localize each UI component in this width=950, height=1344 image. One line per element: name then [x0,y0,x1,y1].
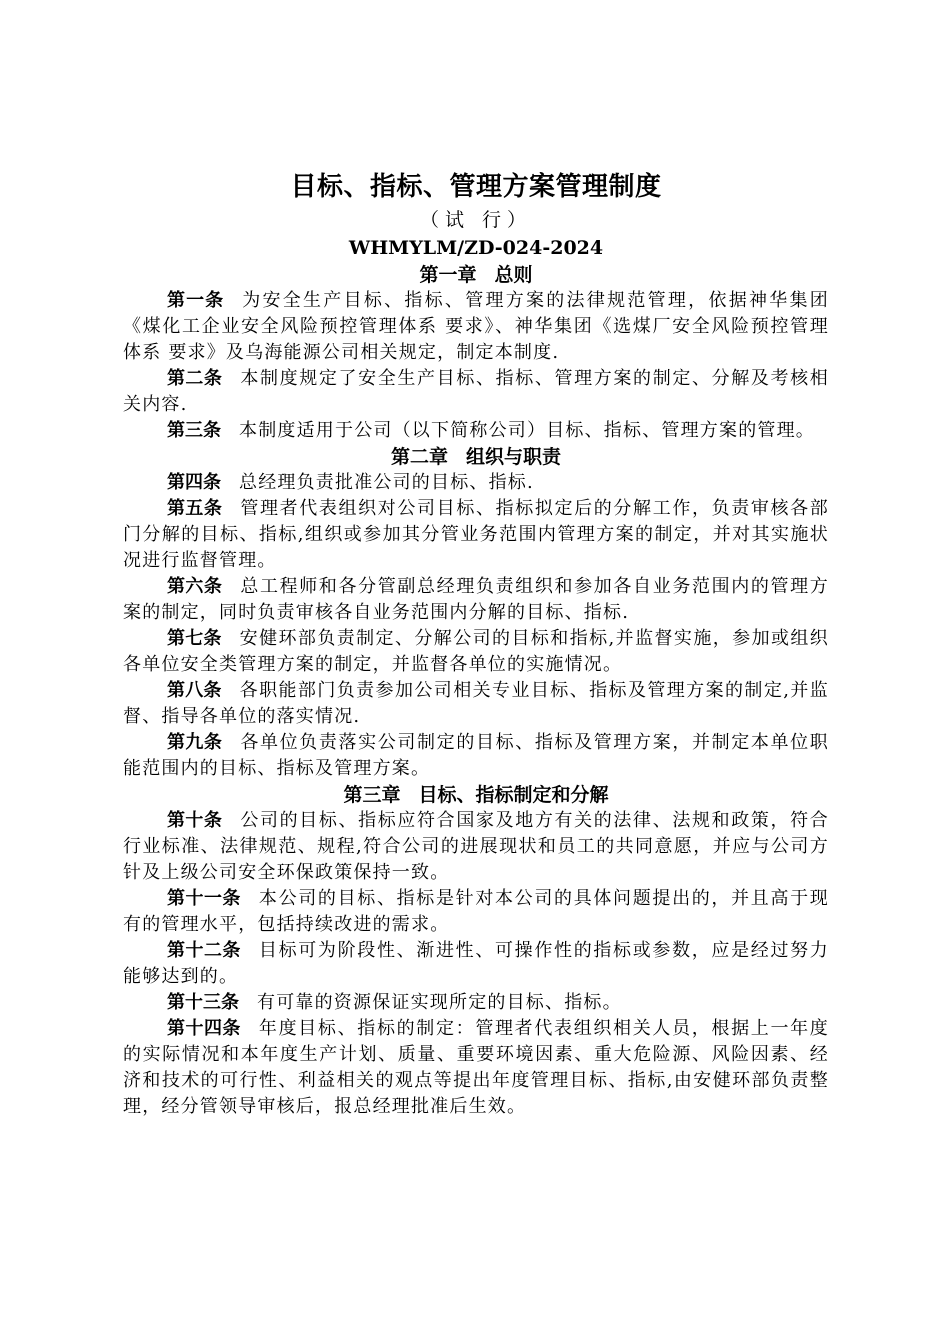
article-text: 各职能部门负责参加公司相关专业目标、指标及管理方案的制定,并监督、指导各单位的落实情况. [123,680,830,727]
article-number: 第五条 [167,498,223,519]
chapter-number: 第三章 [343,784,401,806]
document-title: 目标、指标、管理方案管理制度 [290,172,662,202]
article-number: 第十四条 [167,1018,241,1039]
article-text: 本公司的目标、指标是针对本公司的具体问题提出的，并且高于现有的管理水平，包括持续改进的需求。 [123,888,830,935]
article [123,678,829,730]
chapter-number: 第一章 [419,264,477,286]
chapter-heading [123,262,829,288]
article-text: 各单位负责落实公司制定的目标、指标及管理方案，并制定本单位职能范围内的目标、指标及管理方案。 [123,732,829,779]
article-text: 公司的目标、指标应符合国家及地方有关的法律、法规和政策，符合行业标准、法律规范、规程,符合公司的进展现状和员工的共同意愿，并应与公司方针及上级公司安全环保政策保持一致。 [123,810,829,883]
chapter-name: 组织与职责 [466,446,562,468]
article-number: 第十一条 [167,888,241,909]
article [123,1016,829,1120]
article-text: 总经理负责批准公司的目标、指标. [239,472,534,493]
article-number: 第七条 [167,628,222,649]
chapter-heading [123,444,829,470]
article [123,938,829,990]
article-number: 第六条 [167,576,223,597]
article-number: 第一条 [167,290,225,311]
article [123,990,829,1016]
article-text: 目标可为阶段性、渐进性、可操作性的指标或参数，应是经过努力能够达到的。 [123,940,830,987]
chapter-number: 第二章 [390,446,448,468]
article [123,418,829,444]
article-text: 本制度规定了安全生产目标、指标、管理方案的制定、分解及考核相关内容. [123,368,829,415]
article-text: 安健环部负责制定、分解公司的目标和指标,并监督实施，参加或组织各单位安全类管理方案的制定，并监督各单位的实施情况。 [123,628,830,675]
article [123,496,829,574]
article [123,366,829,418]
article-text: 有可靠的资源保证实现所定的目标、指标。 [257,992,622,1013]
article-number: 第八条 [167,680,222,701]
document-code: WHMYLM/ZD-024-2024 [348,237,604,259]
article-number: 第四条 [167,472,221,493]
article [123,730,829,782]
article [123,886,829,938]
article [123,574,829,626]
article [123,470,829,496]
article-number: 第三条 [167,420,221,441]
article [123,626,829,678]
article-number: 第九条 [167,732,223,753]
article [123,808,829,886]
chapter-name: 目标、指标制定和分解 [418,784,609,806]
chapter-heading [123,782,829,808]
article [123,288,829,366]
article-text: 为安全生产目标、指标、管理方案的法律规范管理，依据神华集团《煤化工企业安全风险预控管理体系 要求》、神华集团《选煤厂安全风险预控管理体系 要求》及乌海能源公司相关规定，制定本制度. [123,290,830,363]
article-number: 第十三条 [167,992,239,1013]
article-text: 管理者代表组织对公司目标、指标拟定后的分解工作，负责审核各部门分解的目标、指标,组织或参加其分管业务范围内管理方案的制定，并对其实施状况进行监督管理。 [123,498,829,571]
article-number: 第十条 [167,810,223,831]
article-number: 第十二条 [167,940,241,961]
chapter-name: 总则 [494,264,533,286]
article-number: 第二条 [167,368,223,389]
document-subtitle: （试 行） [419,209,533,231]
article-text: 本制度适用于公司（以下简称公司）目标、指标、管理方案的管理。 [239,420,815,441]
article-text: 总工程师和各分管副总经理负责组织和参加各自业务范围内的管理方案的制定，同时负责审核各自业务范围内分解的目标、指标. [123,576,829,623]
article-text: 年度目标、指标的制定：管理者代表组织相关人员，根据上一年度的实际情况和本年度生产计划、质量、重要环境因素、重大危险源、风险因素、经济和技术的可行性、利益相关的观点等提出年度管理目标、指标,由安健环部负责整理，经分管领导审核后，报总经理批准后生效。 [123,1018,830,1117]
document-page [123,168,829,1120]
